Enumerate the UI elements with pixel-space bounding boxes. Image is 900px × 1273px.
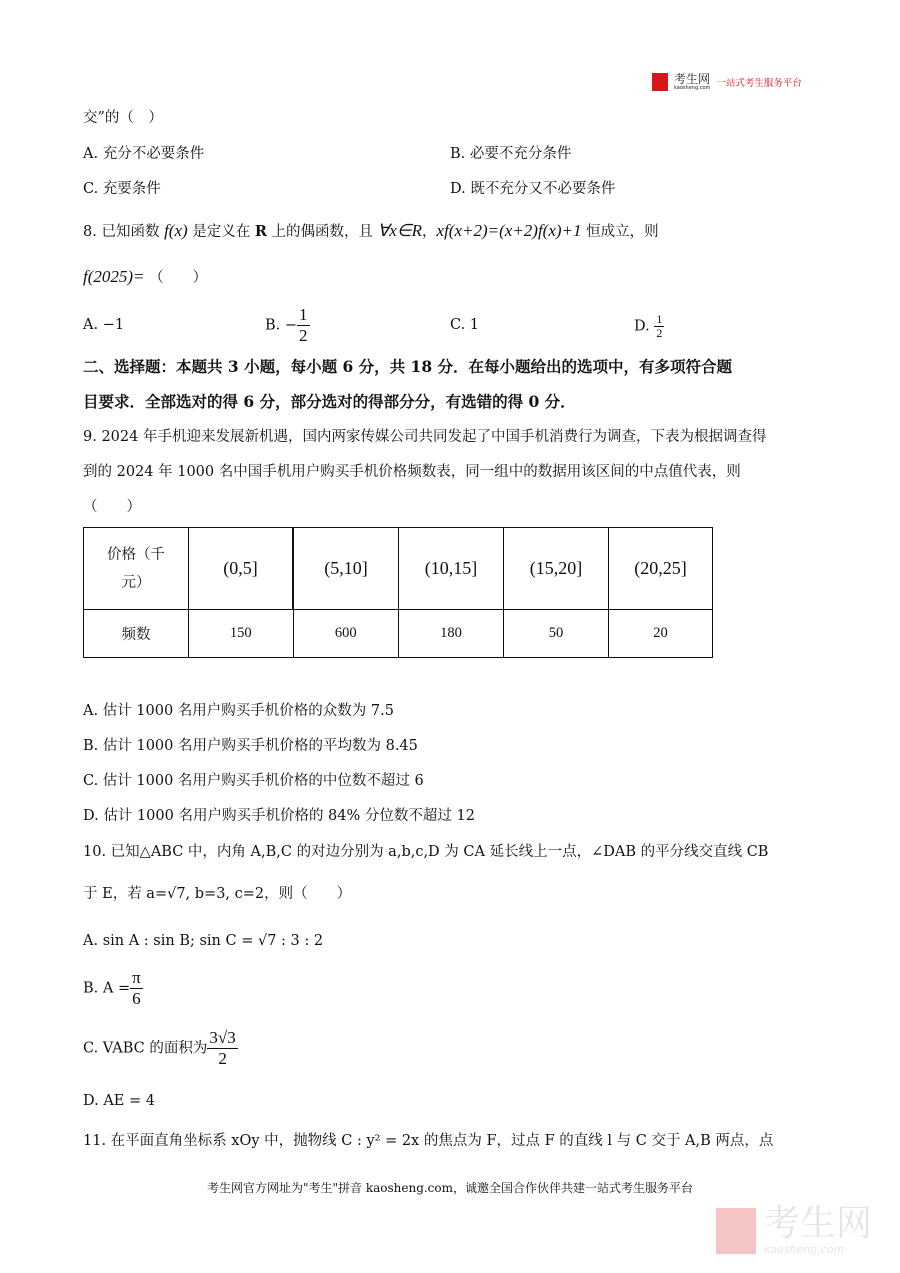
q8-text: 上的偶函数，且 [266,224,378,240]
q8-stem-line2 [83,267,207,288]
table-cell: (20,25] [609,528,713,610]
option-label: C. VABC 的面积为 [83,1040,208,1057]
option-label: B. − [265,317,298,334]
watermark-domain: kaosheng.com [764,1243,845,1256]
q7-option-c: C. 充要条件 [83,181,161,197]
q10-option-b [83,968,143,1009]
q10-stem: 10. 已知△ABC 中，内角 A,B,C 的对边分别为 a,b,c,D 为 CA 延长线上一点，∠DAB 的平分线交直线 CB [83,844,769,860]
header-slogan: 一站式考生服务平台 [716,78,802,89]
footer-text: 考生网官方网址为"考生"拼音 kaosheng.com，诚邀全国合作伙伴共建一站式考生服务平台 [206,1181,694,1195]
numerator: 3√3 [209,1028,236,1047]
table-cell: 50 [504,610,609,658]
option-label: B. A = [83,980,131,997]
q8-math: f(x) [164,221,188,240]
q7-option-d: D. 既不充分又不必要条件 [450,181,616,197]
table-row [84,528,713,610]
option-label: D. [634,318,655,335]
logo-name: 考生网 [674,72,711,86]
q8-option-d [634,313,664,340]
q7-option-a: A. 充分不必要条件 [83,146,205,162]
q8-text: ， [422,224,437,240]
fraction [207,1028,237,1069]
table-cell: 20 [609,610,713,658]
watermark-name: 考生网 [764,1203,873,1244]
section2-heading-line2: 目要求．全部选对的得 6 分，部分选对的得部分分，有选错的得 0 分． [83,392,576,411]
numerator: π [132,968,141,987]
kaosheng-logo-icon [652,73,668,91]
table-cell: 600 [293,610,399,658]
logo-domain: kaosheng.com [674,85,711,91]
table-cell: (10,15] [399,528,504,610]
numerator: 1 [299,305,308,324]
q8-math: ∀x∈R [377,221,423,240]
kaosheng-watermark-icon [716,1208,756,1254]
table-header-cell [84,528,189,610]
q10-option-d: D. AE = 4 [83,1093,155,1109]
q9-option-c: C. 估计 1000 名用户购买手机价格的中位数不超过 6 [83,773,424,789]
table-cell: (0,5] [189,528,294,610]
q9-stem: 9. 2024 年手机迎来发展新机遇，国内两家传媒公司共同发起了中国手机消费行为调查，下表为根据调查得 [83,429,767,445]
q10-stem-line2: 于 E，若 a=√7, b=3, c=2，则（ ） [83,886,352,902]
q9-option-d: D. 估计 1000 名用户购买手机价格的 84% 分位数不超过 12 [83,808,475,824]
q8-text: 恒成立，则 [581,224,659,240]
header-text: 价格（千 [107,546,165,563]
q10-option-a: A. sin A : sin B; sin C = √7 : 3 : 2 [83,933,324,949]
q8-text: 是定义在 [187,224,255,240]
denominator: 6 [132,989,141,1008]
header-logo [652,73,802,91]
q8-option-b [265,305,310,346]
table-cell: 180 [399,610,504,658]
table-cell: (5,10] [293,528,399,610]
watermark-logo [716,1205,872,1256]
table-cell: 150 [189,610,294,658]
table-cell: (15,20] [504,528,609,610]
fraction [297,305,310,346]
q10-option-c [83,1028,238,1069]
table-row [84,610,713,658]
q8-option-a: A. −1 [83,317,125,333]
q8-text: 8. 已知函数 [83,224,165,240]
q8-stem [83,221,659,242]
q9-stem-line3: （ ） [83,499,141,515]
denominator: 2 [656,326,663,340]
q9-option-a: A. 估计 1000 名用户购买手机价格的众数为 7.5 [83,703,394,719]
denominator: 2 [218,1049,227,1068]
fraction [654,313,664,340]
section2-heading: 二、选择题：本题共 3 小题，每小题 6 分，共 18 分．在每小题给出的选项中，有多项符合题 [83,357,733,376]
table-cell: 频数 [84,610,189,658]
q7-option-b: B. 必要不充分条件 [450,146,572,162]
q9-option-b: B. 估计 1000 名用户购买手机价格的平均数为 8.45 [83,738,418,754]
q8-option-c: C. 1 [450,317,480,333]
q7-tail: 交”的（ ） [83,110,163,126]
q8-math: xf(x+2)=(x+2)f(x)+1 [436,221,582,240]
denominator: 2 [299,326,308,345]
price-frequency-table [83,527,713,658]
fraction [130,968,143,1009]
q8-math: f(2025)= [83,267,145,286]
q8-math: R [254,223,267,240]
q11-stem: 11. 在平面直角坐标系 xOy 中，抛物线 C : y² = 2x 的焦点为 F，过点 F 的直线 l 与 C 交于 A,B 两点，点 [83,1133,774,1149]
header-text: 元） [121,574,151,591]
numerator: 1 [656,312,663,326]
q8-text: （ ） [149,270,208,286]
q9-stem-line2: 到的 2024 年 1000 名中国手机用户购买手机价格频数表，同一组中的数据用该区间的中点值代表，则 [83,464,741,480]
